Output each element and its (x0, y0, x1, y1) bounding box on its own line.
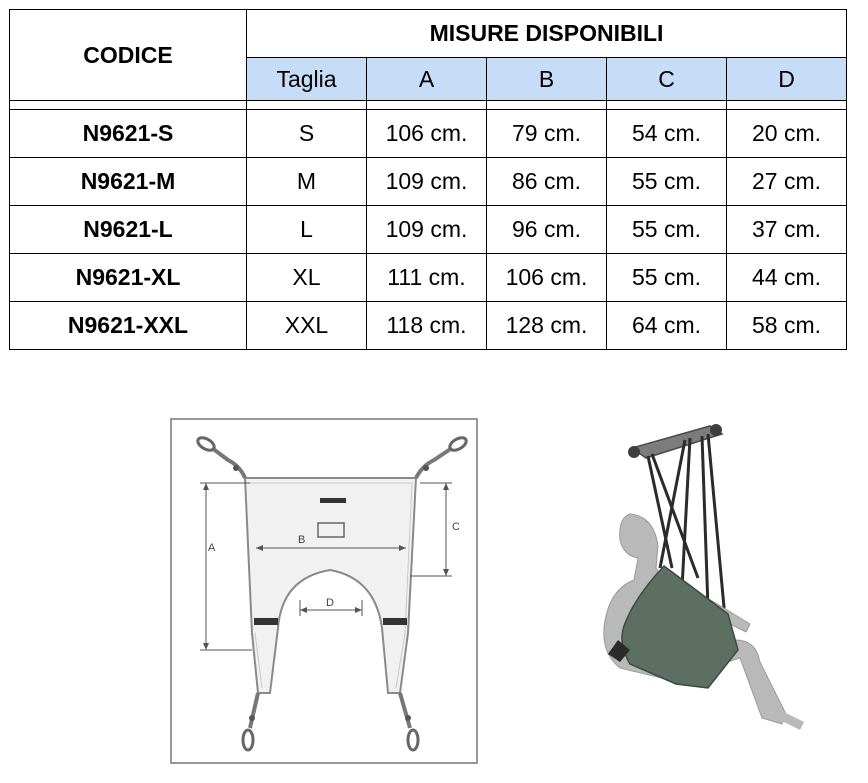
dimension-label-d: D (326, 597, 334, 609)
measure-a: 106 cm. (367, 110, 487, 158)
measure-a: 118 cm. (367, 302, 487, 350)
measure-a: 111 cm. (367, 254, 487, 302)
product-code: N9621-M (10, 158, 247, 206)
measure-d: 37 cm. (727, 206, 847, 254)
measure-b: 106 cm. (487, 254, 607, 302)
col-header-c: C (607, 58, 727, 101)
measure-b: 79 cm. (487, 110, 607, 158)
product-code: N9621-S (10, 110, 247, 158)
col-header-d: D (727, 58, 847, 101)
code-column-header: CODICE (10, 10, 247, 101)
product-code: N9621-XXL (10, 302, 247, 350)
measure-c: 55 cm. (607, 206, 727, 254)
measure-c: 55 cm. (607, 158, 727, 206)
measure-c: 64 cm. (607, 302, 727, 350)
table-row (10, 302, 847, 350)
size-cell: S (247, 110, 367, 158)
size-column-header: Taglia (247, 58, 367, 101)
col-header-a: A (367, 58, 487, 101)
size-cell: M (247, 158, 367, 206)
dimension-label-b: B (298, 534, 306, 546)
size-cell: L (247, 206, 367, 254)
table-row (10, 206, 847, 254)
sizes-table (9, 9, 847, 350)
size-cell: XXL (247, 302, 367, 350)
measure-b: 86 cm. (487, 158, 607, 206)
table-row (10, 254, 847, 302)
measure-c: 55 cm. (607, 254, 727, 302)
measure-b: 96 cm. (487, 206, 607, 254)
sling-dimension-diagram (170, 418, 480, 768)
col-header-b: B (487, 58, 607, 101)
sizes-group-header: MISURE DISPONIBILI (247, 10, 847, 58)
dimension-label-a: A (208, 542, 216, 554)
measure-d: 44 cm. (727, 254, 847, 302)
measure-c: 54 cm. (607, 110, 727, 158)
spacer-row (10, 101, 847, 110)
measure-d: 20 cm. (727, 110, 847, 158)
measure-d: 58 cm. (727, 302, 847, 350)
measure-d: 27 cm. (727, 158, 847, 206)
measure-a: 109 cm. (367, 158, 487, 206)
product-code: N9621-L (10, 206, 247, 254)
table-row (10, 158, 847, 206)
measure-b: 128 cm. (487, 302, 607, 350)
size-cell: XL (247, 254, 367, 302)
person-in-sling-illustration (590, 418, 852, 768)
product-code: N9621-XL (10, 254, 247, 302)
measure-a: 109 cm. (367, 206, 487, 254)
table-row (10, 110, 847, 158)
dimension-label-c: C (452, 521, 460, 533)
